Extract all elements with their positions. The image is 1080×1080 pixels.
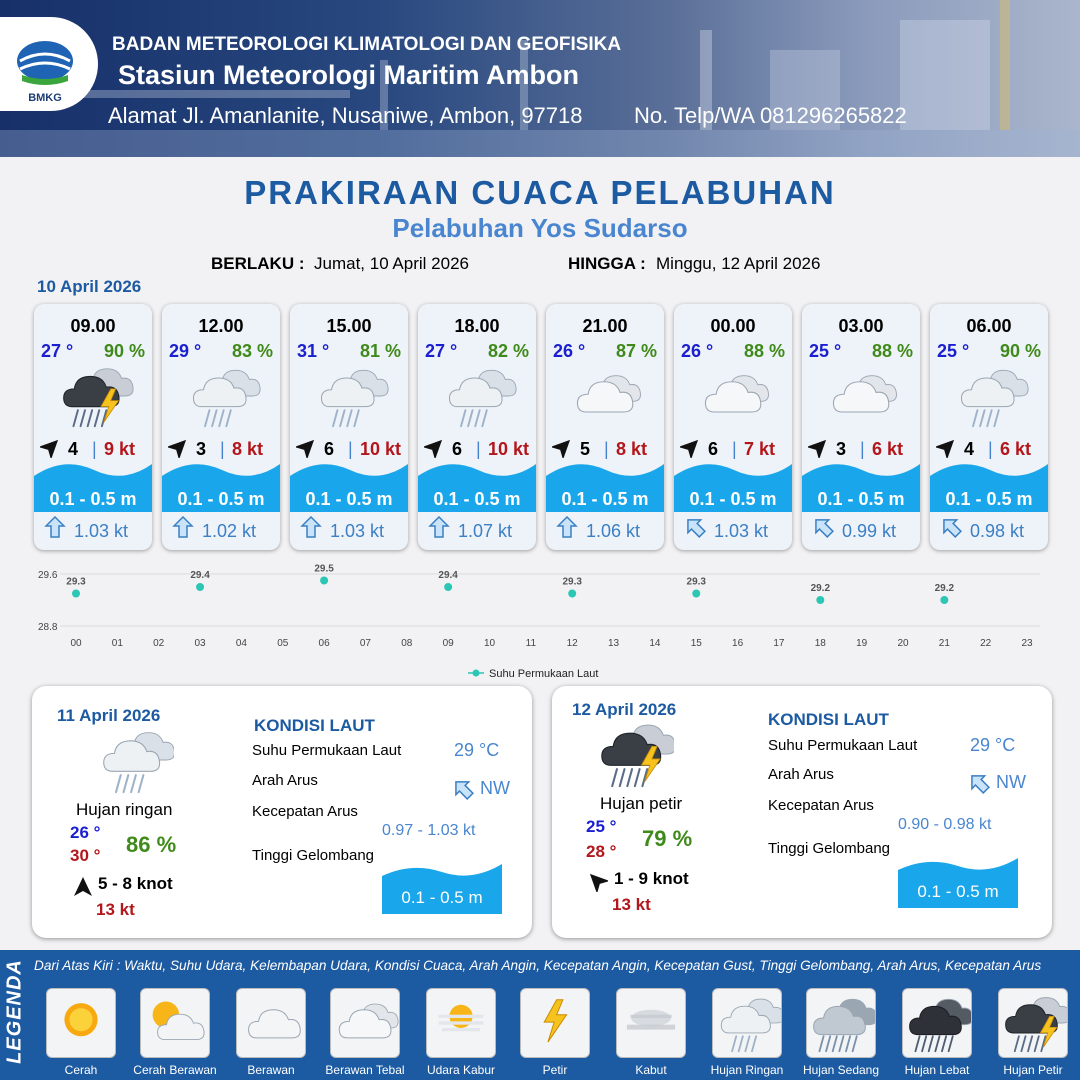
haze-icon (427, 993, 495, 1053)
wind-direction (424, 436, 446, 458)
forecast-temp: 31 ° (297, 341, 330, 361)
panel-wind-direction (586, 870, 608, 897)
forecast-humidity: 90 % (999, 341, 1041, 361)
current-arrow-icon (684, 516, 706, 538)
x-tick-label: 23 (1021, 638, 1033, 649)
forecast-humidity: 88 % (743, 341, 785, 361)
forecast-temp: 26 ° (681, 341, 714, 361)
current-direction (812, 516, 834, 538)
forecast-humidity: 88 % (871, 341, 913, 361)
chart-legend-label: Suhu Permukaan Laut (489, 668, 599, 680)
heavy-rain-icon (903, 993, 971, 1053)
legend-item (902, 988, 972, 1058)
wind-speed: 4 (68, 439, 79, 459)
x-tick-label: 06 (318, 638, 330, 649)
current-direction (556, 516, 578, 538)
current-speed: 1.03 kt (330, 521, 385, 541)
wave-height-value: 0.1 - 0.5 m (917, 882, 999, 901)
sst-data-label: 29.4 (438, 570, 458, 581)
current-direction-value: NW (996, 772, 1026, 792)
x-tick-label: 17 (773, 638, 785, 649)
y-tick-label: 28.8 (38, 622, 58, 633)
panel-condition-icon (592, 720, 674, 793)
wind-speed: 3 (196, 439, 207, 459)
wind-speed: 4 (964, 439, 975, 459)
forecast-time: 09.00 (70, 316, 116, 336)
panel-temp-min: 26 ° (70, 823, 101, 842)
wind-arrow-icon (586, 870, 608, 892)
page-title: PRAKIRAAN CUACA PELABUHAN (244, 174, 836, 211)
wave-height: 0.1 - 0.5 m (305, 489, 393, 509)
overcast-icon (820, 364, 902, 428)
sst-label: Suhu Permukaan Laut (768, 737, 918, 754)
forecast-temp: 29 ° (169, 341, 202, 361)
wind-speed: 6 (452, 439, 463, 459)
x-tick-label: 19 (856, 638, 868, 649)
wave-height: 0.1 - 0.5 m (689, 489, 777, 509)
daily-panel (32, 686, 532, 938)
panel-gust: 13 kt (96, 900, 135, 919)
legend-description: Dari Atas Kiri : Waktu, Suhu Udara, Kelembapan Udara, Kondisi Cuaca, Arah Angin, Kecepatan Angin, Kecepatan Gust, Tinggi Gelombang, Arah Arus, Kecepatan Arus (34, 958, 1042, 973)
x-tick-label: 00 (70, 638, 82, 649)
wind-speed: 6 (324, 439, 335, 459)
separator: | (220, 439, 225, 459)
panel-humidity: 79 % (642, 826, 693, 851)
forecast-temp: 26 ° (553, 341, 586, 361)
sst-point (816, 596, 824, 604)
sst-point (320, 577, 328, 585)
x-tick-label: 13 (607, 638, 620, 649)
current-speed: 1.03 kt (714, 521, 769, 541)
light-rain-icon (92, 726, 174, 794)
wind-speed: 3 (836, 439, 847, 459)
legend-item-label: Kabut (635, 1063, 667, 1077)
current-direction (172, 516, 194, 538)
x-tick-label: 12 (566, 638, 578, 649)
gust-speed: 7 kt (744, 439, 776, 459)
moderate-rain-icon (807, 993, 875, 1053)
wind-direction (296, 436, 318, 458)
sst-data-label: 29.5 (314, 563, 334, 575)
thunder-rain-icon (52, 364, 134, 428)
x-tick-label: 07 (359, 638, 372, 649)
forecast-condition (180, 364, 262, 428)
legend-marker (473, 670, 480, 677)
forecast-time: 15.00 (326, 316, 372, 336)
current-direction-arrow (968, 772, 990, 799)
sst-point (940, 596, 948, 604)
forecast-condition (308, 364, 390, 428)
gust-speed: 8 kt (616, 439, 648, 459)
wind-arrow-icon (72, 876, 94, 898)
sst-value: 29 °C (970, 735, 1016, 755)
sst-data-label: 29.3 (686, 576, 706, 588)
current-direction (684, 516, 706, 538)
forecast-card (930, 304, 1048, 550)
legend-item (426, 988, 496, 1058)
wind-direction (936, 436, 958, 458)
legend-item-label: Hujan Petir (1003, 1063, 1063, 1077)
gust-speed: 10 kt (360, 439, 402, 459)
x-tick-label: 22 (980, 638, 992, 649)
legend-item (998, 988, 1068, 1058)
panel-wind: 5 - 8 knot (98, 874, 173, 893)
x-tick-label: 18 (814, 638, 826, 649)
separator: | (732, 439, 737, 459)
sst-value: 29 °C (454, 740, 500, 760)
current-speed-value: 0.97 - 1.03 kt (382, 822, 476, 839)
legend-item-label: Cerah Berawan (133, 1063, 217, 1077)
panel-condition: Hujan ringan (76, 800, 173, 819)
x-tick-label: 20 (897, 638, 909, 649)
x-tick-label: 11 (525, 638, 537, 649)
legend-item-label: Berawan Tebal (325, 1063, 405, 1077)
current-direction-label: Arah Arus (252, 772, 318, 789)
legend-side (0, 950, 30, 1080)
day1-date: 10 April 2026 (37, 277, 142, 296)
legend-item (46, 988, 116, 1058)
forecast-condition (52, 364, 134, 428)
forecast-humidity: 90 % (103, 341, 145, 361)
current-speed: 1.02 kt (202, 521, 257, 541)
light-rain-icon (948, 364, 1030, 428)
wind-direction (552, 436, 574, 458)
forecast-card (546, 304, 664, 550)
forecast-card (34, 304, 152, 550)
forecast-card (802, 304, 920, 550)
panel-wind: 1 - 9 knot (614, 869, 689, 888)
validity-to-label: HINGGA : (568, 254, 646, 273)
panel-gust: 13 kt (612, 895, 651, 914)
x-tick-label: 14 (649, 638, 661, 649)
wind-direction (680, 436, 702, 458)
panel-date: 11 April 2026 (57, 706, 161, 725)
current-direction (428, 516, 450, 538)
x-tick-label: 21 (938, 638, 950, 649)
forecast-temp: 25 ° (937, 341, 970, 361)
sst-data-label: 29.2 (934, 583, 955, 594)
wind-speed: 5 (580, 439, 591, 459)
x-tick-label: 02 (153, 638, 165, 649)
legend-item-label: Hujan Ringan (710, 1063, 784, 1077)
current-arrow-icon (428, 516, 450, 538)
panel-date: 12 April 2026 (572, 700, 677, 719)
gust-speed: 9 kt (104, 439, 136, 459)
sst-data-label: 29.3 (562, 576, 582, 588)
forecast-condition (436, 364, 518, 428)
wind-direction (40, 436, 62, 458)
wind-direction (168, 436, 190, 458)
logo-text: BMKG (28, 92, 62, 104)
thunder-rain-icon (592, 720, 674, 788)
x-tick-label: 10 (483, 638, 496, 649)
legend-item-label: Hujan Sedang (802, 1063, 880, 1077)
page-subtitle: Pelabuhan Yos Sudarso (392, 213, 688, 243)
legend-item-label: Udara Kabur (426, 1063, 496, 1077)
cloudy-icon (237, 993, 305, 1053)
sst-data-label: 29.2 (810, 583, 831, 594)
lightning-icon (521, 993, 589, 1053)
panel-humidity: 86 % (126, 832, 177, 857)
forecast-condition (948, 364, 1030, 428)
sst-data-label: 29.4 (190, 570, 210, 581)
forecast-humidity: 87 % (615, 341, 657, 361)
wind-arrow-icon (296, 436, 318, 458)
bmkg-logo-icon (0, 17, 98, 111)
light-rain-icon (436, 364, 518, 428)
current-direction (940, 516, 962, 538)
legend-item (140, 988, 210, 1058)
sst-point (72, 590, 80, 598)
forecast-card (674, 304, 792, 550)
sea-condition-title: KONDISI LAUT (768, 710, 889, 729)
forecast-time: 18.00 (454, 316, 500, 336)
overcast-icon (564, 364, 646, 428)
x-tick-label: 04 (235, 638, 247, 649)
current-direction-arrow (452, 778, 474, 805)
wind-arrow-icon (168, 436, 190, 458)
wave-height: 0.1 - 0.5 m (561, 489, 649, 509)
current-speed: 1.07 kt (458, 521, 513, 541)
sea-condition-title: KONDISI LAUT (254, 716, 375, 735)
forecast-humidity: 83 % (231, 341, 273, 361)
forecast-condition (820, 364, 902, 428)
gust-speed: 8 kt (232, 439, 264, 459)
current-speed: 1.06 kt (586, 521, 641, 541)
validity-from-label: BERLAKU : (211, 254, 305, 273)
forecast-time: 12.00 (198, 316, 244, 336)
forecast-condition (692, 364, 774, 428)
wind-arrow-icon (424, 436, 446, 458)
sst-point (196, 583, 204, 591)
wind-arrow-icon (680, 436, 702, 458)
forecast-time: 06.00 (966, 316, 1012, 336)
current-arrow-icon (556, 516, 578, 538)
station-address: Alamat Jl. Amanlanite, Nusaniwe, Ambon, 97718 (108, 103, 583, 128)
current-speed-label: Kecepatan Arus (768, 797, 874, 814)
gust-speed: 6 kt (1000, 439, 1032, 459)
wave-height-label: Tinggi Gelombang (252, 847, 375, 864)
separator: | (476, 439, 481, 459)
gust-speed: 6 kt (872, 439, 904, 459)
panel-condition: Hujan petir (600, 794, 683, 813)
y-tick-label: 29.6 (38, 570, 58, 581)
current-direction-value: NW (480, 778, 510, 798)
sst-label: Suhu Permukaan Laut (252, 742, 402, 759)
current-direction-label: Arah Arus (768, 766, 834, 783)
forecast-temp: 25 ° (809, 341, 842, 361)
org-name: BADAN METEOROLOGI KLIMATOLOGI DAN GEOFISIKA (112, 34, 622, 55)
panel-temp-min: 25 ° (586, 817, 617, 836)
separator: | (988, 439, 993, 459)
x-tick-label: 09 (442, 638, 454, 649)
legend-item-label: Hujan Lebat (904, 1063, 970, 1077)
wind-arrow-icon (552, 436, 574, 458)
x-tick-label: 16 (732, 638, 744, 649)
validity-from-value: Jumat, 10 April 2026 (314, 254, 469, 273)
current-speed-value: 0.90 - 0.98 kt (898, 816, 992, 833)
light-rain-icon (308, 364, 390, 428)
partly-cloudy-icon (141, 993, 209, 1053)
forecast-condition (564, 364, 646, 428)
current-speed-label: Kecepatan Arus (252, 803, 358, 820)
forecast-time: 03.00 (838, 316, 884, 336)
separator: | (604, 439, 609, 459)
panel-temp-max: 28 ° (586, 842, 617, 861)
legend-item (330, 988, 400, 1058)
separator: | (348, 439, 353, 459)
current-arrow-icon (812, 516, 834, 538)
wave-height: 0.1 - 0.5 m (433, 489, 521, 509)
station-phone: No. Telp/WA 081296265822 (634, 103, 907, 128)
forecast-time: 21.00 (582, 316, 628, 336)
separator: | (92, 439, 97, 459)
x-tick-label: 15 (690, 638, 702, 649)
x-tick-label: 03 (194, 638, 206, 649)
legend-item-label: Cerah (64, 1063, 98, 1077)
sst-chart (0, 560, 1080, 685)
daily-panel (552, 686, 1052, 938)
current-speed: 0.98 kt (970, 521, 1025, 541)
current-arrow-icon (968, 772, 990, 794)
current-arrow-icon (44, 516, 66, 538)
legend-item (806, 988, 876, 1058)
station-name: Stasiun Meteorologi Maritim Ambon (118, 60, 580, 90)
header-banner (0, 0, 1080, 157)
light-rain-icon (180, 364, 262, 428)
sst-point (692, 590, 700, 598)
forecast-card (162, 304, 280, 550)
wave-height: 0.1 - 0.5 m (817, 489, 905, 509)
wind-arrow-icon (936, 436, 958, 458)
separator: | (860, 439, 865, 459)
wind-arrow-icon (808, 436, 830, 458)
forecast-humidity: 82 % (487, 341, 529, 361)
panel-condition-icon (92, 726, 174, 799)
current-direction (300, 516, 322, 538)
light-rain-icon (713, 993, 781, 1053)
current-arrow-icon (940, 516, 962, 538)
thunder-rain-icon (999, 993, 1067, 1053)
forecast-card (290, 304, 408, 550)
legend-item (520, 988, 590, 1058)
wave-height: 0.1 - 0.5 m (177, 489, 265, 509)
gust-speed: 10 kt (488, 439, 530, 459)
sst-point (568, 590, 576, 598)
legend-side-label: LEGENDA (3, 959, 26, 1064)
legend-item (236, 988, 306, 1058)
wave-height: 0.1 - 0.5 m (49, 489, 137, 509)
current-arrow-icon (172, 516, 194, 538)
panel-wind-direction (72, 876, 94, 903)
forecast-temp: 27 ° (41, 341, 74, 361)
current-arrow-icon (452, 778, 474, 800)
current-direction (44, 516, 66, 538)
forecast-humidity: 81 % (359, 341, 401, 361)
validity-to-value: Minggu, 12 April 2026 (656, 254, 821, 273)
wave-height: 0.1 - 0.5 m (945, 489, 1033, 509)
panel-temp-max: 30 ° (70, 846, 101, 865)
forecast-time: 00.00 (710, 316, 756, 336)
forecast-card (418, 304, 536, 550)
x-tick-label: 08 (401, 638, 413, 649)
forecast-temp: 27 ° (425, 341, 458, 361)
fog-icon (617, 993, 685, 1053)
x-tick-label: 01 (111, 638, 123, 649)
bmkg-logo (0, 17, 98, 111)
wind-arrow-icon (40, 436, 62, 458)
legend-item (712, 988, 782, 1058)
sst-point (444, 583, 452, 591)
wind-speed: 6 (708, 439, 719, 459)
overcast-icon (331, 993, 399, 1053)
wind-direction (808, 436, 830, 458)
sst-data-label: 29.3 (66, 576, 86, 588)
wave-height-label: Tinggi Gelombang (768, 840, 891, 857)
x-tick-label: 05 (277, 638, 289, 649)
current-speed: 0.99 kt (842, 521, 897, 541)
current-speed: 1.03 kt (74, 521, 129, 541)
current-arrow-icon (300, 516, 322, 538)
sun-icon (47, 993, 115, 1053)
wave-height-value: 0.1 - 0.5 m (401, 888, 483, 907)
legend-item (616, 988, 686, 1058)
legend-item-label: Berawan (247, 1063, 295, 1077)
overcast-icon (692, 364, 774, 428)
legend-item-label: Petir (542, 1063, 568, 1077)
